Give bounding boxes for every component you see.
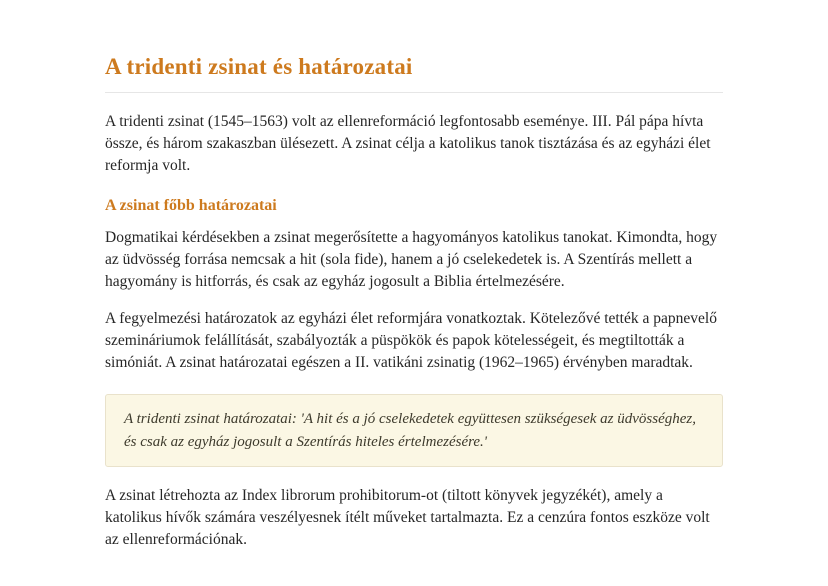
- quote-text: A tridenti zsinat határozatai: 'A hit és a jó cselekedetek együttesen szükségesek az üdvösséghez, és csak az egyház jogosult a Szentírás hiteles értelmezésére.': [124, 411, 696, 450]
- quote-box: [105, 394, 723, 467]
- paragraph-disciplinary-decisions: A fegyelmezési határozatok az egyházi élet reformjára vonatkoztak. Kötelezővé tették a papnevelő szemináriumok felállítását, szabályozták a püspökök és papok kötelességeit, és megtiltották a simóniát. A zsinat határozatai egészen a II. vatikáni zsinatig (1962–1965) érvényben maradtak.: [105, 310, 717, 371]
- paragraph-dogmatic-decisions: Dogmatikai kérdésekben a zsinat megerősítette a hagyományos katolikus tanokat. Kimondta, hogy az üdvösség forrása nemcsak a hit (sola fide), hanem a jó cselekedetek is. A Szentírás mellett a hagyomány is hitforrás, és csak az egyház jogosult a Biblia értelmezésére.: [105, 229, 718, 290]
- document-page: [105, 0, 723, 551]
- page-title: A tridenti zsinat és határozatai: [105, 54, 413, 79]
- paragraph-intro: A tridenti zsinat (1545–1563) volt az ellenreformáció legfontosabb eseménye. III. Pál pápa hívta össze, és három szakaszban ülésezett. A zsinat célja a katolikus tanok tisztázása és az egyházi élet reformja volt.: [105, 113, 711, 174]
- paragraph-index-librorum: A zsinat létrehozta az Index librorum prohibitorum-ot (tiltott könyvek jegyzékét), amely a katolikus hívők számára veszélyesnek ítélt műveket tartalmazta. Ez a cenzúra fontos eszköze volt az ellenreformációnak.: [105, 487, 710, 548]
- section-heading-main-decisions: A zsinat főbb határozatai: [105, 197, 277, 214]
- title-divider: [105, 92, 723, 93]
